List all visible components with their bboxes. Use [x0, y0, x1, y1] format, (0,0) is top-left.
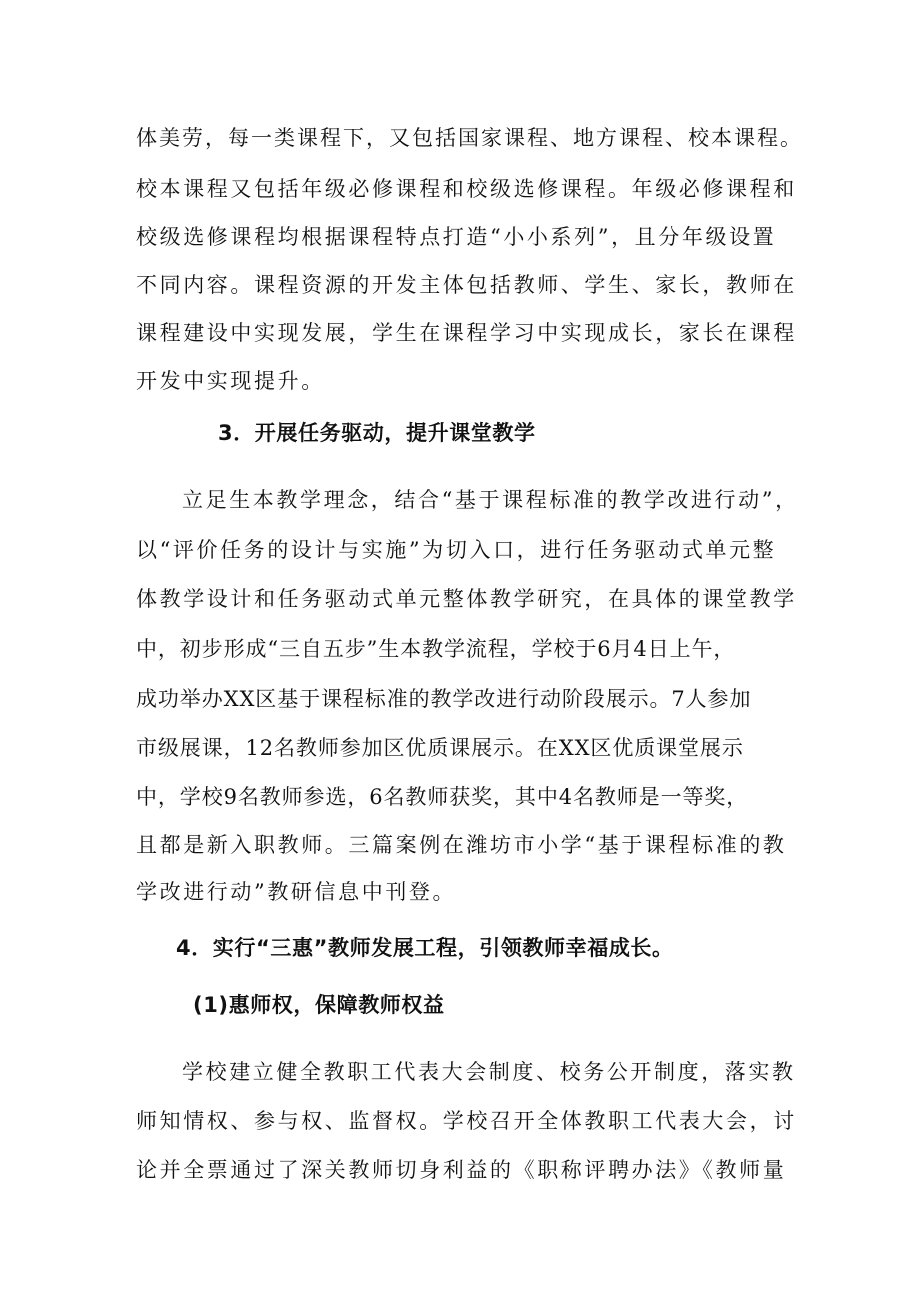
- paragraph-line: 中，学校9名教师参选，6名教师获奖，其中4名教师是一等奖，: [136, 785, 749, 809]
- section-heading: 4．实行“三惠”教师发展工程，引领教师幸福成长。: [176, 936, 674, 960]
- paragraph-line: 校本课程又包括年级必修课程和校级选修课程。年级必修课程和: [136, 177, 797, 201]
- paragraph-line: 成功举办XX区基于课程标准的教学改进行动阶段展示。7人参加: [136, 687, 752, 711]
- section-heading: 3．开展任务驱动，提升课堂教学: [218, 421, 536, 445]
- subsection-heading: (1)惠师权，保障教师权益: [193, 993, 445, 1017]
- paragraph-line: 立足生本教学理念，结合“基于课程标准的教学改进行动”，: [182, 488, 799, 512]
- paragraph-line: 论并全票通过了深关教师切身利益的《职称评聘办法》《教师量: [136, 1158, 787, 1182]
- paragraph-line: 以“评价任务的设计与实施”为切入口，进行任务驱动式单元整: [136, 538, 777, 562]
- paragraph-line: 体教学设计和任务驱动式单元整体教学研究，在具体的课堂教学: [136, 587, 797, 611]
- paragraph-line: 学校建立健全教职工代表大会制度、校务公开制度，落实教: [182, 1060, 796, 1084]
- paragraph-line: 不同内容。课程资源的开发主体包括教师、学生、家长，教师在: [136, 273, 797, 297]
- paragraph-line: 学改进行动”教研信息中刊登。: [136, 880, 457, 904]
- paragraph-line: 师知情权、参与权、监督权。学校召开全体教职工代表大会，讨: [136, 1109, 797, 1133]
- paragraph-line: 市级展课，12名教师参加区优质课展示。在XX区优质课堂展示: [136, 736, 744, 760]
- paragraph-line: 课程建设中实现发展，学生在课程学习中实现成长，家长在课程: [136, 321, 797, 345]
- paragraph-line: 且都是新入职教师。三篇案例在潍坊市小学“基于课程标准的教: [136, 833, 787, 857]
- paragraph-line: 校级选修课程均根据课程特点打造“小小系列”，且分年级设置: [136, 225, 777, 249]
- paragraph-line: 体美劳，每一类课程下，又包括国家课程、地方课程、校本课程。: [136, 126, 803, 150]
- paragraph-line: 中，初步形成“三自五步”生本教学流程，学校于6月4日上午，: [136, 637, 736, 661]
- paragraph-line: 开发中实现提升。: [136, 369, 325, 393]
